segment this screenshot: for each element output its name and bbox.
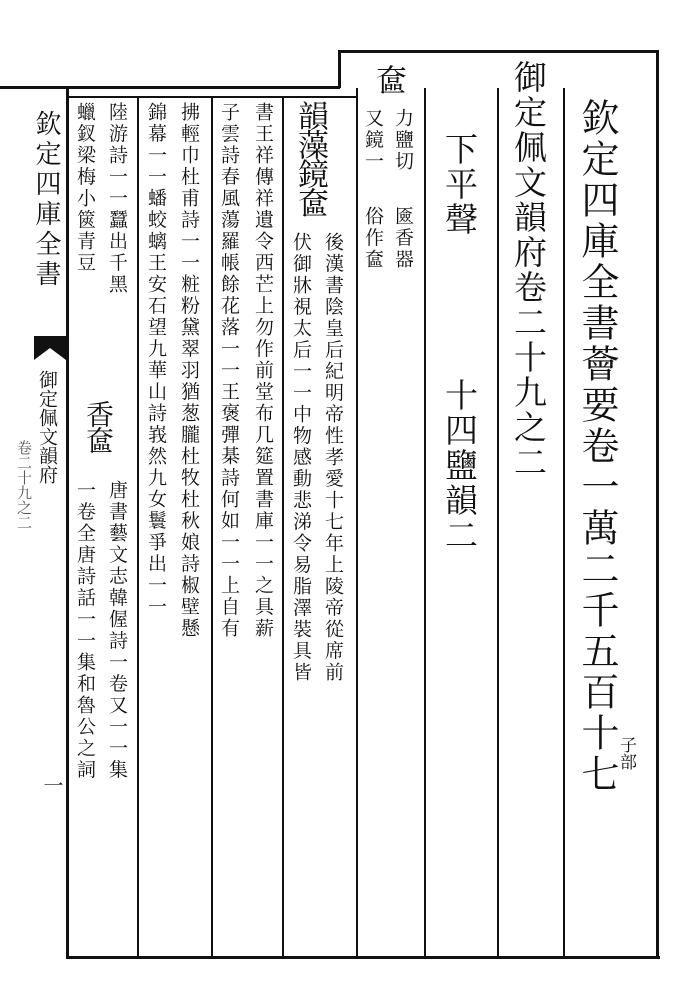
- entry-col-f: 錦幕一一蟠蛟螭王安石望九華山詩峩然九女鬟爭出一一: [145, 102, 167, 618]
- margin-part: 卷二十九之二: [15, 440, 33, 530]
- gloss-3: 又鏡一: [362, 108, 384, 173]
- margin-fish-tail: [34, 336, 66, 360]
- margin-title: 欽定四庫全書: [31, 110, 61, 290]
- entry-col-g: 陸游詩一一蠶出千黑: [106, 102, 128, 296]
- gloss-4: 俗作奩: [362, 206, 384, 271]
- entry-col-b: 伏御牀視太后一一中物感動悲涕令易脂澤裝具皆: [290, 232, 312, 684]
- frame-top-step: [338, 50, 341, 88]
- frame-left-rule: [66, 88, 69, 958]
- rhyme-heading: 十四鹽韻二: [440, 378, 479, 553]
- entry-col-c: 書王祥傳祥遺令西芒上勿作前堂布几筵置書庫一一之具薪: [252, 102, 274, 640]
- entry-heading-3: 香奩: [82, 400, 115, 452]
- divider-5: [282, 96, 284, 958]
- book-title: 御定佩文韻府卷二十九之二: [509, 60, 548, 480]
- margin-page-number: 一: [40, 775, 64, 795]
- entry-col-g2: 蠟釵梁梅小篋青豆: [74, 102, 96, 274]
- entry-col-h: 唐書藝文志韓偓詩一卷又一一集: [106, 480, 128, 781]
- head-char: 奩: [370, 64, 406, 93]
- divider-3: [424, 88, 426, 958]
- gloss-2: 匳香器: [392, 206, 414, 271]
- divider-7: [137, 96, 139, 958]
- frame-bottom-rule: [66, 956, 660, 959]
- divider-4: [356, 88, 358, 958]
- entry-col-i: 一卷全唐詩話一一集和魯公之詞: [74, 480, 96, 781]
- entry-col-e: 拂輕巾杜甫詩一一粧粉黛翠羽猶葱朧杜牧杜秋娘詩椒壁懸: [178, 102, 200, 640]
- collection-title: 欽定四庫全書薈要卷一萬二千五百十七: [575, 98, 619, 795]
- frame-top-rule: [0, 86, 340, 89]
- gloss-1: 力鹽切: [392, 108, 414, 173]
- entry-col-a: 後漢書陰皇后紀明帝性孝愛十七年上陵帝從席前: [322, 232, 344, 684]
- frame-top-rule-2: [338, 50, 658, 53]
- divider-6: [211, 96, 213, 958]
- margin-subtitle: 御定佩文韻府: [36, 370, 58, 484]
- divider-1: [563, 88, 565, 958]
- frame-right-rule: [656, 50, 659, 958]
- category-label: 子部: [616, 736, 636, 770]
- tone-heading: 下平聲: [440, 132, 479, 237]
- entry-heading-2: 韻藻鏡奩: [292, 100, 328, 216]
- entry-col-d: 子雲詩春風蕩羅帳餘花落一一王褒彈棊詩何如一一上自有: [218, 102, 240, 640]
- divider-2: [497, 88, 499, 958]
